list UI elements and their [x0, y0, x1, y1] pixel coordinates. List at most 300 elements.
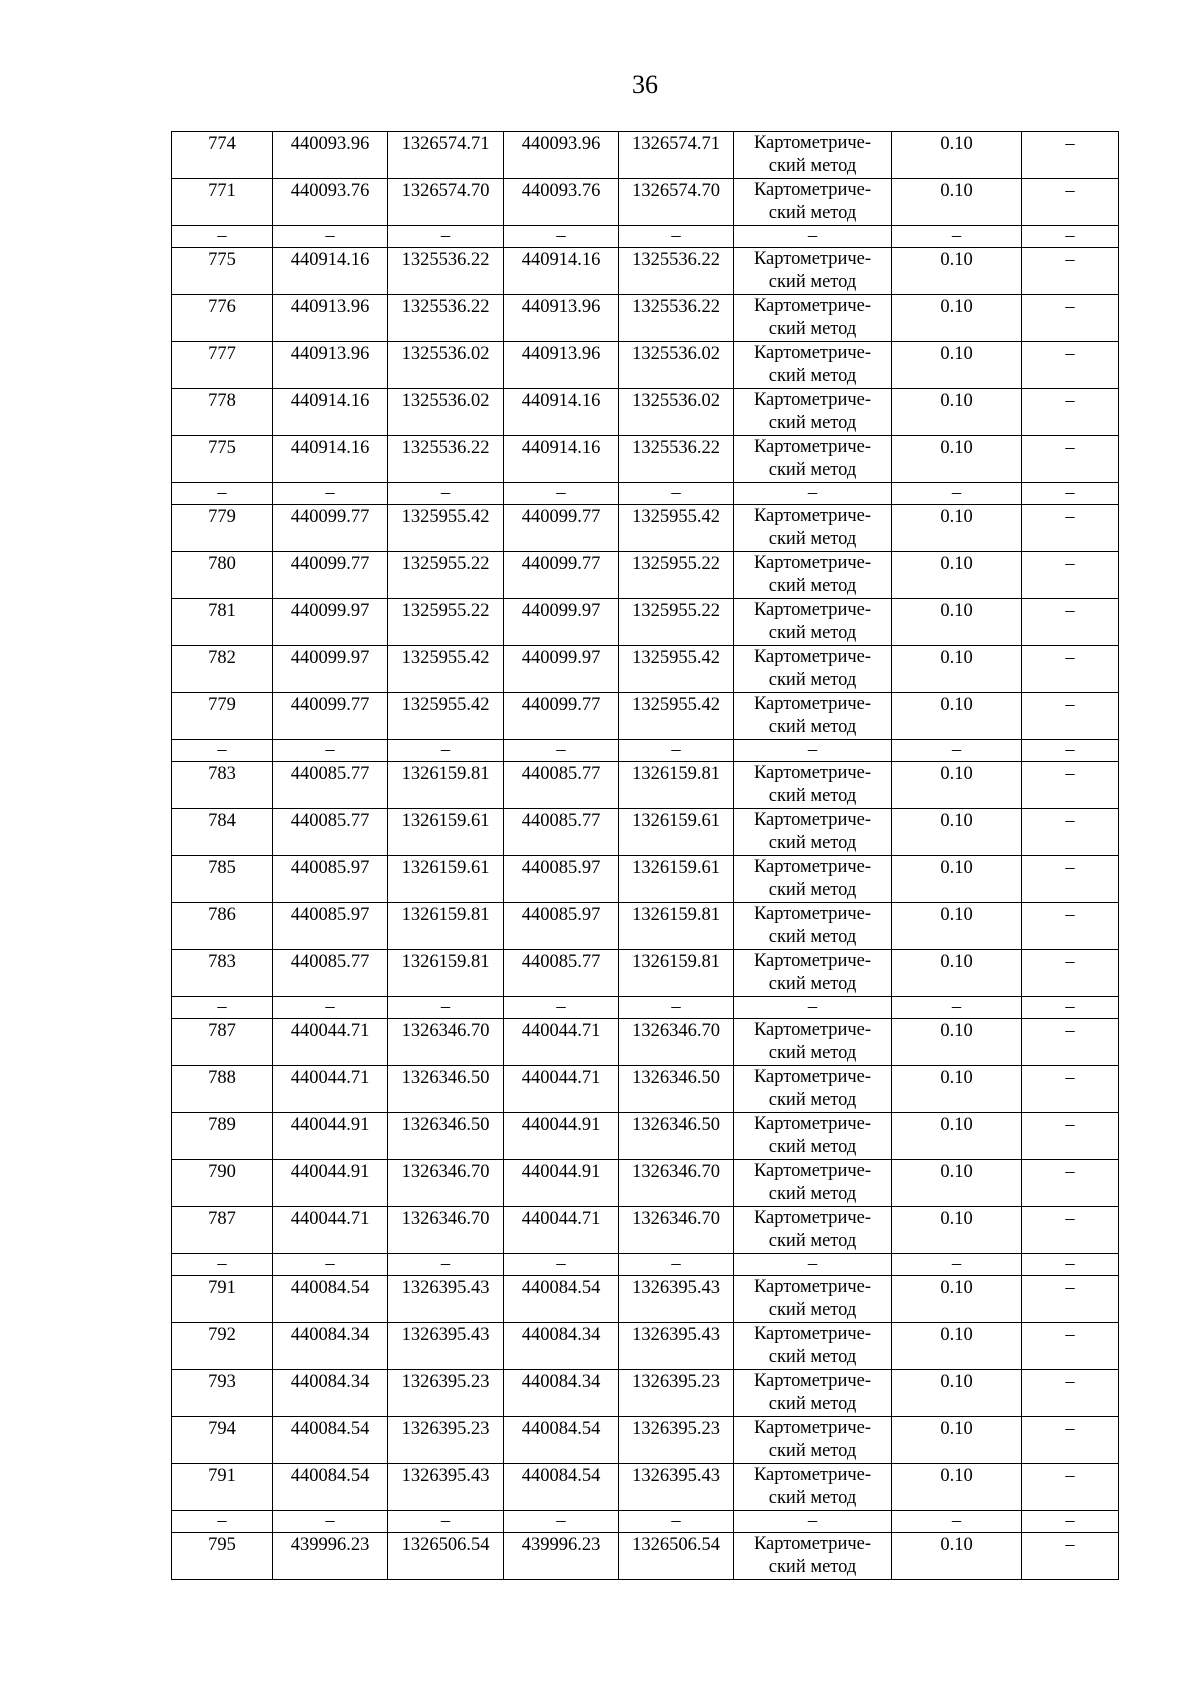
separator-dash-cell: –: [172, 740, 273, 762]
point-number-cell: 775: [172, 248, 273, 295]
existing-x-cell: 440093.76: [273, 179, 388, 226]
table-row: [172, 552, 1119, 599]
separator-row: [172, 483, 1119, 505]
note-cell: –: [1022, 599, 1119, 646]
method-line-2: ский метод: [768, 576, 857, 596]
separator-dash-cell: –: [1022, 1254, 1119, 1276]
new-y-cell: 1326346.70: [619, 1019, 734, 1066]
new-x-cell: 440085.97: [504, 856, 619, 903]
note-cell: –: [1022, 856, 1119, 903]
method-line-1: Картометриче-: [753, 951, 872, 971]
table-row: [172, 1066, 1119, 1113]
new-x-cell: 440085.77: [504, 950, 619, 997]
existing-x-cell: 440913.96: [273, 342, 388, 389]
existing-y-cell: 1325536.22: [388, 436, 504, 483]
accuracy-cell: 0.10: [892, 1066, 1022, 1113]
separator-dash-cell: –: [619, 997, 734, 1019]
method-line-2: ский метод: [768, 927, 857, 947]
table-row: [172, 1113, 1119, 1160]
point-number-cell: 782: [172, 646, 273, 693]
existing-x-cell: 440914.16: [273, 248, 388, 295]
separator-dash-cell: –: [172, 1511, 273, 1533]
method-cell: [734, 903, 892, 950]
table-row: [172, 248, 1119, 295]
method-line-1: Картометриче-: [753, 1067, 872, 1087]
separator-dash-cell: –: [273, 740, 388, 762]
new-x-cell: 440085.77: [504, 809, 619, 856]
new-y-cell: 1325955.42: [619, 505, 734, 552]
point-number-cell: 778: [172, 389, 273, 436]
new-x-cell: 440044.71: [504, 1207, 619, 1254]
note-cell: –: [1022, 389, 1119, 436]
note-cell: –: [1022, 762, 1119, 809]
note-cell: –: [1022, 950, 1119, 997]
point-number-cell: 780: [172, 552, 273, 599]
separator-dash-cell: –: [273, 226, 388, 248]
existing-x-cell: 440084.54: [273, 1464, 388, 1511]
point-number-cell: 791: [172, 1464, 273, 1511]
table-row: [172, 762, 1119, 809]
method-line-2: ский метод: [768, 460, 857, 480]
separator-dash-cell: –: [1022, 226, 1119, 248]
separator-dash-cell: –: [892, 997, 1022, 1019]
note-cell: –: [1022, 809, 1119, 856]
method-line-1: Картометриче-: [753, 133, 872, 153]
existing-y-cell: 1326395.43: [388, 1323, 504, 1370]
method-line-2: ский метод: [768, 1137, 857, 1157]
existing-y-cell: 1325536.22: [388, 295, 504, 342]
table-row: [172, 1019, 1119, 1066]
existing-x-cell: 440085.97: [273, 903, 388, 950]
table-row: [172, 856, 1119, 903]
separator-dash-cell: –: [734, 226, 892, 248]
separator-dash-cell: –: [388, 997, 504, 1019]
separator-row: [172, 226, 1119, 248]
method-line-1: Картометриче-: [753, 296, 872, 316]
note-cell: –: [1022, 1323, 1119, 1370]
accuracy-cell: 0.10: [892, 1533, 1022, 1580]
method-cell: [734, 950, 892, 997]
point-number-cell: 792: [172, 1323, 273, 1370]
method-line-1: Картометриче-: [753, 1534, 872, 1554]
accuracy-cell: 0.10: [892, 1417, 1022, 1464]
new-x-cell: 440044.91: [504, 1160, 619, 1207]
new-x-cell: 440044.71: [504, 1066, 619, 1113]
accuracy-cell: 0.10: [892, 856, 1022, 903]
existing-y-cell: 1325955.42: [388, 505, 504, 552]
method-line-2: ский метод: [768, 1557, 857, 1577]
separator-dash-cell: –: [619, 226, 734, 248]
method-line-2: ский метод: [768, 366, 857, 386]
point-number-cell: 795: [172, 1533, 273, 1580]
method-line-2: ский метод: [768, 1231, 857, 1251]
method-cell: [734, 1276, 892, 1323]
point-number-cell: 774: [172, 132, 273, 179]
method-cell: [734, 248, 892, 295]
method-cell: [734, 1533, 892, 1580]
point-number-cell: 794: [172, 1417, 273, 1464]
existing-x-cell: 440084.54: [273, 1417, 388, 1464]
method-line-1: Картометриче-: [753, 1208, 872, 1228]
method-cell: [734, 389, 892, 436]
note-cell: –: [1022, 693, 1119, 740]
new-x-cell: 439996.23: [504, 1533, 619, 1580]
method-line-2: ский метод: [768, 1090, 857, 1110]
method-cell: [734, 179, 892, 226]
new-x-cell: 440084.54: [504, 1276, 619, 1323]
method-line-2: ский метод: [768, 623, 857, 643]
method-line-2: ский метод: [768, 203, 857, 223]
note-cell: –: [1022, 295, 1119, 342]
method-line-1: Картометриче-: [753, 904, 872, 924]
accuracy-cell: 0.10: [892, 389, 1022, 436]
separator-dash-cell: –: [388, 483, 504, 505]
table-row: [172, 1370, 1119, 1417]
method-cell: [734, 1464, 892, 1511]
method-cell: [734, 436, 892, 483]
accuracy-cell: 0.10: [892, 1113, 1022, 1160]
method-cell: [734, 1066, 892, 1113]
point-number-cell: 783: [172, 762, 273, 809]
method-line-2: ский метод: [768, 717, 857, 737]
note-cell: –: [1022, 1207, 1119, 1254]
method-line-1: Картометриче-: [753, 506, 872, 526]
accuracy-cell: 0.10: [892, 1323, 1022, 1370]
new-y-cell: 1326574.71: [619, 132, 734, 179]
note-cell: –: [1022, 552, 1119, 599]
new-y-cell: 1326159.81: [619, 950, 734, 997]
method-line-2: ский метод: [768, 974, 857, 994]
existing-x-cell: 440044.91: [273, 1160, 388, 1207]
note-cell: –: [1022, 1113, 1119, 1160]
separator-dash-cell: –: [273, 483, 388, 505]
existing-y-cell: 1325536.02: [388, 342, 504, 389]
separator-dash-cell: –: [892, 740, 1022, 762]
existing-y-cell: 1326346.50: [388, 1066, 504, 1113]
new-y-cell: 1325955.42: [619, 646, 734, 693]
method-line-1: Картометриче-: [753, 647, 872, 667]
new-y-cell: 1325536.22: [619, 248, 734, 295]
separator-row: [172, 997, 1119, 1019]
method-line-1: Картометриче-: [753, 1020, 872, 1040]
table-row: [172, 1417, 1119, 1464]
table-row: [172, 132, 1119, 179]
point-number-cell: 779: [172, 505, 273, 552]
separator-dash-cell: –: [1022, 1511, 1119, 1533]
separator-dash-cell: –: [273, 1254, 388, 1276]
separator-dash-cell: –: [734, 1511, 892, 1533]
existing-y-cell: 1326346.70: [388, 1019, 504, 1066]
coordinates-table: [171, 131, 1119, 1580]
new-x-cell: 440084.54: [504, 1464, 619, 1511]
existing-x-cell: 440099.97: [273, 599, 388, 646]
existing-y-cell: 1326506.54: [388, 1533, 504, 1580]
method-cell: [734, 505, 892, 552]
new-x-cell: 440085.97: [504, 903, 619, 950]
point-number-cell: 784: [172, 809, 273, 856]
separator-dash-cell: –: [619, 740, 734, 762]
method-line-1: Картометриче-: [753, 437, 872, 457]
new-x-cell: 440913.96: [504, 295, 619, 342]
new-x-cell: 440084.34: [504, 1370, 619, 1417]
existing-x-cell: 440085.97: [273, 856, 388, 903]
separator-dash-cell: –: [1022, 997, 1119, 1019]
method-line-2: ский метод: [768, 1184, 857, 1204]
existing-y-cell: 1325955.42: [388, 693, 504, 740]
new-y-cell: 1326506.54: [619, 1533, 734, 1580]
new-x-cell: 440093.76: [504, 179, 619, 226]
note-cell: –: [1022, 436, 1119, 483]
method-line-2: ский метод: [768, 319, 857, 339]
accuracy-cell: 0.10: [892, 1207, 1022, 1254]
method-line-1: Картометриче-: [753, 600, 872, 620]
method-line-2: ский метод: [768, 1441, 857, 1461]
method-line-2: ский метод: [768, 1347, 857, 1367]
method-line-2: ский метод: [768, 880, 857, 900]
new-x-cell: 440084.34: [504, 1323, 619, 1370]
existing-x-cell: 440914.16: [273, 389, 388, 436]
note-cell: –: [1022, 1417, 1119, 1464]
method-cell: [734, 693, 892, 740]
existing-y-cell: 1325536.02: [388, 389, 504, 436]
table-row: [172, 1160, 1119, 1207]
note-cell: –: [1022, 1464, 1119, 1511]
new-x-cell: 440093.96: [504, 132, 619, 179]
new-y-cell: 1326395.43: [619, 1276, 734, 1323]
separator-dash-cell: –: [619, 1511, 734, 1533]
accuracy-cell: 0.10: [892, 1464, 1022, 1511]
table-row: [172, 903, 1119, 950]
method-line-1: Картометриче-: [753, 1114, 872, 1134]
method-cell: [734, 342, 892, 389]
accuracy-cell: 0.10: [892, 1019, 1022, 1066]
existing-x-cell: 439996.23: [273, 1533, 388, 1580]
new-y-cell: 1325536.22: [619, 436, 734, 483]
existing-y-cell: 1326159.81: [388, 762, 504, 809]
existing-x-cell: 440044.71: [273, 1066, 388, 1113]
method-line-2: ский метод: [768, 1043, 857, 1063]
accuracy-cell: 0.10: [892, 295, 1022, 342]
existing-y-cell: 1326159.81: [388, 950, 504, 997]
separator-dash-cell: –: [273, 997, 388, 1019]
separator-dash-cell: –: [892, 483, 1022, 505]
separator-dash-cell: –: [172, 483, 273, 505]
separator-dash-cell: –: [388, 740, 504, 762]
accuracy-cell: 0.10: [892, 552, 1022, 599]
new-y-cell: 1326395.23: [619, 1370, 734, 1417]
method-line-1: Картометриче-: [753, 180, 872, 200]
table-row: [172, 342, 1119, 389]
method-line-1: Картометриче-: [753, 553, 872, 573]
existing-y-cell: 1326346.70: [388, 1207, 504, 1254]
existing-x-cell: 440085.77: [273, 762, 388, 809]
point-number-cell: 779: [172, 693, 273, 740]
separator-dash-cell: –: [172, 1254, 273, 1276]
new-y-cell: 1326346.50: [619, 1066, 734, 1113]
method-cell: [734, 646, 892, 693]
point-number-cell: 788: [172, 1066, 273, 1113]
separator-dash-cell: –: [504, 226, 619, 248]
existing-y-cell: 1326159.61: [388, 856, 504, 903]
separator-dash-cell: –: [892, 1511, 1022, 1533]
separator-dash-cell: –: [1022, 740, 1119, 762]
accuracy-cell: 0.10: [892, 1160, 1022, 1207]
point-number-cell: 781: [172, 599, 273, 646]
accuracy-cell: 0.10: [892, 436, 1022, 483]
point-number-cell: 790: [172, 1160, 273, 1207]
method-line-2: ский метод: [768, 670, 857, 690]
method-line-2: ский метод: [768, 833, 857, 853]
table-row: [172, 389, 1119, 436]
method-line-2: ский метод: [768, 1488, 857, 1508]
new-y-cell: 1326159.81: [619, 903, 734, 950]
table-row: [172, 809, 1119, 856]
accuracy-cell: 0.10: [892, 646, 1022, 693]
method-line-1: Картометриче-: [753, 390, 872, 410]
table-row: [172, 1207, 1119, 1254]
new-x-cell: 440085.77: [504, 762, 619, 809]
accuracy-cell: 0.10: [892, 1276, 1022, 1323]
new-x-cell: 440914.16: [504, 436, 619, 483]
point-number-cell: 776: [172, 295, 273, 342]
existing-x-cell: 440099.77: [273, 693, 388, 740]
new-y-cell: 1326159.61: [619, 856, 734, 903]
separator-dash-cell: –: [172, 997, 273, 1019]
separator-row: [172, 740, 1119, 762]
method-line-1: Картометриче-: [753, 1161, 872, 1181]
new-y-cell: 1326346.50: [619, 1113, 734, 1160]
new-y-cell: 1325536.02: [619, 389, 734, 436]
existing-y-cell: 1326395.23: [388, 1417, 504, 1464]
separator-dash-cell: –: [892, 1254, 1022, 1276]
accuracy-cell: 0.10: [892, 809, 1022, 856]
table-row: [172, 295, 1119, 342]
table-row: [172, 1464, 1119, 1511]
accuracy-cell: 0.10: [892, 599, 1022, 646]
new-x-cell: 440099.77: [504, 693, 619, 740]
accuracy-cell: 0.10: [892, 762, 1022, 809]
table-row: [172, 179, 1119, 226]
accuracy-cell: 0.10: [892, 132, 1022, 179]
method-cell: [734, 1160, 892, 1207]
method-line-1: Картометриче-: [753, 1371, 872, 1391]
existing-x-cell: 440099.77: [273, 505, 388, 552]
table-row: [172, 505, 1119, 552]
new-x-cell: 440099.77: [504, 552, 619, 599]
note-cell: –: [1022, 505, 1119, 552]
separator-dash-cell: –: [504, 483, 619, 505]
note-cell: –: [1022, 1533, 1119, 1580]
new-y-cell: 1326574.70: [619, 179, 734, 226]
note-cell: –: [1022, 1019, 1119, 1066]
separator-row: [172, 1254, 1119, 1276]
existing-y-cell: 1325955.42: [388, 646, 504, 693]
separator-row: [172, 1511, 1119, 1533]
existing-x-cell: 440084.34: [273, 1323, 388, 1370]
accuracy-cell: 0.10: [892, 1370, 1022, 1417]
method-line-2: ский метод: [768, 1300, 857, 1320]
separator-dash-cell: –: [504, 1511, 619, 1533]
method-cell: [734, 132, 892, 179]
separator-dash-cell: –: [619, 483, 734, 505]
method-cell: [734, 1019, 892, 1066]
existing-x-cell: 440044.71: [273, 1019, 388, 1066]
existing-y-cell: 1326574.70: [388, 179, 504, 226]
new-y-cell: 1325955.22: [619, 552, 734, 599]
method-cell: [734, 856, 892, 903]
point-number-cell: 793: [172, 1370, 273, 1417]
method-line-1: Картометриче-: [753, 810, 872, 830]
new-y-cell: 1326395.43: [619, 1323, 734, 1370]
new-y-cell: 1326346.70: [619, 1207, 734, 1254]
accuracy-cell: 0.10: [892, 248, 1022, 295]
page-number: 36: [632, 70, 658, 99]
separator-dash-cell: –: [504, 740, 619, 762]
existing-y-cell: 1326159.81: [388, 903, 504, 950]
separator-dash-cell: –: [504, 1254, 619, 1276]
new-y-cell: 1326159.61: [619, 809, 734, 856]
existing-x-cell: 440044.91: [273, 1113, 388, 1160]
new-y-cell: 1325955.22: [619, 599, 734, 646]
separator-dash-cell: –: [892, 226, 1022, 248]
existing-x-cell: 440044.71: [273, 1207, 388, 1254]
method-cell: [734, 809, 892, 856]
note-cell: –: [1022, 1276, 1119, 1323]
new-x-cell: 440913.96: [504, 342, 619, 389]
table-row: [172, 693, 1119, 740]
new-x-cell: 440099.77: [504, 505, 619, 552]
separator-dash-cell: –: [273, 1511, 388, 1533]
method-cell: [734, 1323, 892, 1370]
method-line-1: Картометриче-: [753, 1324, 872, 1344]
point-number-cell: 771: [172, 179, 273, 226]
method-line-1: Картометриче-: [753, 1277, 872, 1297]
method-line-1: Картометриче-: [753, 1465, 872, 1485]
new-y-cell: 1325955.42: [619, 693, 734, 740]
existing-x-cell: 440099.97: [273, 646, 388, 693]
point-number-cell: 777: [172, 342, 273, 389]
new-y-cell: 1325536.22: [619, 295, 734, 342]
separator-dash-cell: –: [734, 997, 892, 1019]
new-y-cell: 1326159.81: [619, 762, 734, 809]
method-cell: [734, 762, 892, 809]
separator-dash-cell: –: [388, 226, 504, 248]
existing-x-cell: 440085.77: [273, 809, 388, 856]
separator-dash-cell: –: [1022, 483, 1119, 505]
accuracy-cell: 0.10: [892, 342, 1022, 389]
method-line-2: ский метод: [768, 529, 857, 549]
existing-y-cell: 1326574.71: [388, 132, 504, 179]
table-row: [172, 436, 1119, 483]
note-cell: –: [1022, 1370, 1119, 1417]
method-cell: [734, 1207, 892, 1254]
new-x-cell: 440099.97: [504, 646, 619, 693]
existing-x-cell: 440099.77: [273, 552, 388, 599]
existing-y-cell: 1326395.43: [388, 1276, 504, 1323]
existing-y-cell: 1326159.61: [388, 809, 504, 856]
note-cell: –: [1022, 1066, 1119, 1113]
method-line-1: Картометриче-: [753, 857, 872, 877]
point-number-cell: 787: [172, 1207, 273, 1254]
existing-y-cell: 1326395.23: [388, 1370, 504, 1417]
separator-dash-cell: –: [388, 1254, 504, 1276]
method-line-2: ский метод: [768, 1394, 857, 1414]
separator-dash-cell: –: [734, 1254, 892, 1276]
note-cell: –: [1022, 1160, 1119, 1207]
point-number-cell: 791: [172, 1276, 273, 1323]
accuracy-cell: 0.10: [892, 505, 1022, 552]
separator-dash-cell: –: [734, 740, 892, 762]
